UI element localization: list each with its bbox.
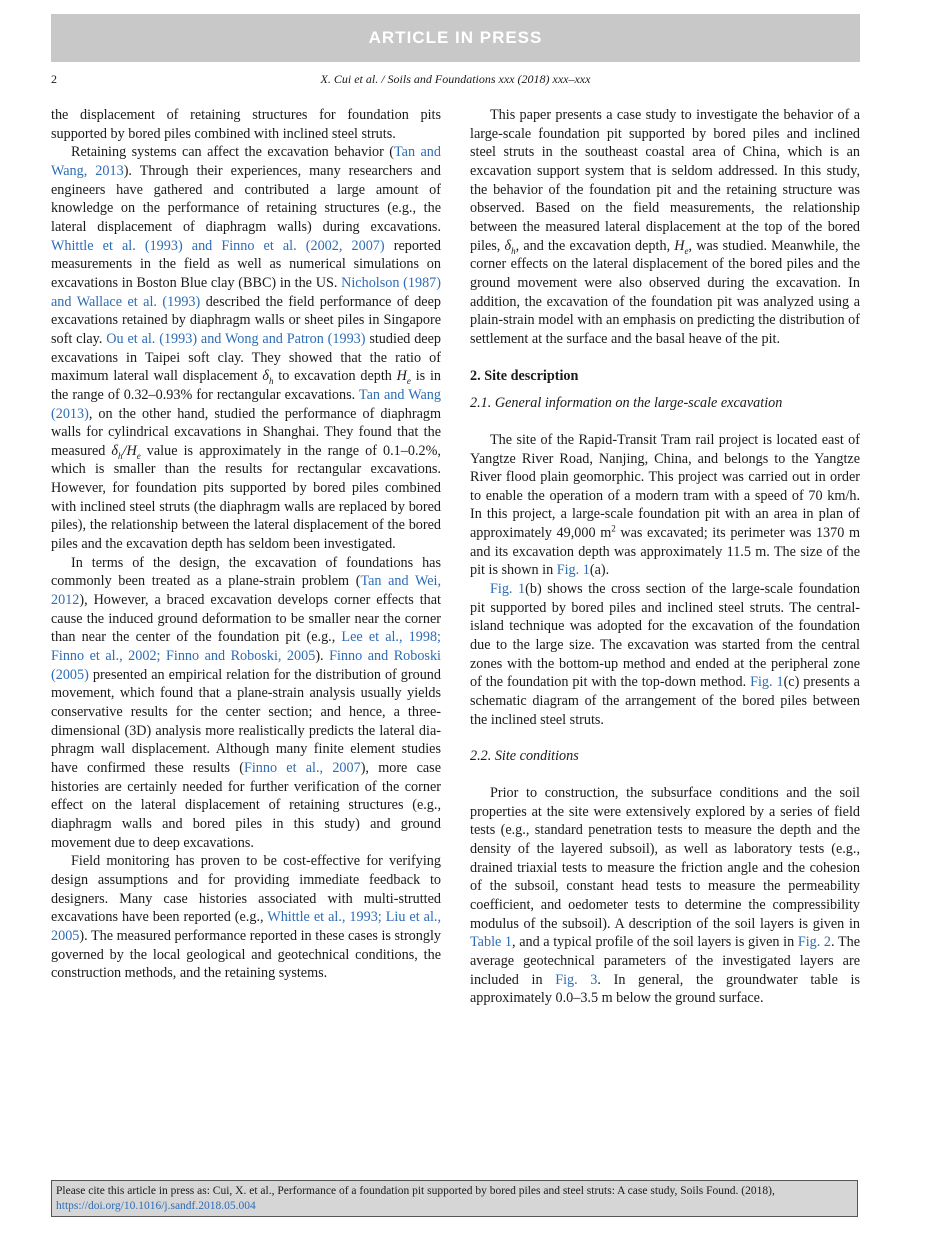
text: was excavated; its perimeter was 1370 m and its excavation depth was approximately 11.5 m. The size of the pit is shown in [470,525,860,579]
reference-link[interactable]: Lee et al., 1998; Finno et al., 2002; Finno and Roboski, 2005 [51,629,441,665]
reference-link[interactable]: Finno and Roboski (2005) [51,648,441,683]
text: Retaining systems can affect the excavation behavior ( [71,144,394,161]
text: studied deep excavations in Taipei soft clay. They showed that the ratio of maximum lateral wall displacement [51,330,441,385]
text: to excavation depth [273,368,397,385]
doi-link[interactable]: https://doi.org/10.1016/j.sandf.2018.05.004 [56,1200,256,1212]
reference-link[interactable]: Ou et al. (1993) and Wong and Patron (1993) [106,330,366,347]
symbol-ratio: $\delta_h/H_e$ [111,442,141,461]
text: the displacement of retaining structures for foundation pits supported by bored piles combined with inclined steel struts. [51,107,441,142]
text: , was studied. Meanwhile, the corner effects on the lateral displacement of the bored piles and the ground movement were also observed during the excavation. In addition, the excavation of the foundation pit was analyzed using a plain-strain model with an emphasis on predicting the distribution of settlement at the surface and the basal heave of the pit. [470,237,860,347]
paragraph [51,554,441,853]
symbol-he: $H_e$ [396,368,411,387]
reference-link[interactable]: Tan and Wang (2013) [51,386,441,422]
left-column [51,106,441,983]
reference-link[interactable]: Whittle et al. (1993) and Finno et al. (2002, 2007) [51,237,385,254]
subsection-heading: 2.1. General information on the large-scale excavation [470,395,783,412]
reference-link[interactable]: Tan and Wei, 2012 [51,573,441,609]
table-link[interactable]: Table 1 [470,934,513,951]
text: ). [315,648,330,665]
symbol-delta-h: $\delta_h$ [262,368,274,387]
paragraph [470,106,860,349]
figure-link[interactable]: Fig. 2 [797,934,832,951]
symbol-delta-h: $\delta_h$ [504,237,516,256]
text: presented an empirical relation for the distribution of ground movement, which found that a plane-strain analysis usually yields conservative results for the center section; and hence, a three-dimensional (3D) analysis more realistically predicts the lateral diaphragm wall displacement. Although many finite element studies have confirmed these results ( [51,666,441,776]
symbol-he: $H_e$ [674,237,689,256]
figure-link[interactable]: Fig. 1 [750,674,784,691]
text: (b) shows the cross section of the large-scale foundation pit supported by bored piles and inclined steel struts. The central-island technique was adopted for the excavation of the foundation due to the large size. The excavation was started from the central zones with the bottom-up method and ended at the peripheral zone of the foundation pit with the top-down method. [470,581,860,691]
figure-link[interactable]: Fig. 3 [555,971,598,988]
text: ), However, a braced excavation develops corner effects that cause the induced ground deformation to be smaller near the corner than near the center of the foundation pit (e.g., [51,592,441,646]
text: ). Through their experiences, many researchers and engineers have gathered and contributed a large amount of knowledge on the performance of retaining structures (e.g., the lateral displacement of diaphragm walls) during excavations. [51,162,441,235]
text: , and a typical profile of the soil layers is given in [512,934,798,951]
paragraph [470,431,860,580]
figure-link[interactable]: Fig. 1 [556,562,590,579]
reference-link[interactable]: Whittle et al., 1993; Liu et al., 2005 [51,909,441,944]
text: The site of the Rapid-Transit Tram rail project is located east of Yangtze River Road, Nanjing, China, and belongs to the Yangtze River flood plain geomorphic. This project was carried out in order to enable the operation of a modern tram with a speed of 70 km/h. In this project, a large-scale foundation pit with an area in plan of approximately 49,000 m [470,431,860,542]
text: ), more case histories are certainly needed for further verification of the corner effect on the lateral displacement of retaining structures (e.g., diaphragm walls and bored piles in this study) and ground movement due to deep excavations. [51,759,441,851]
subsection-heading: 2.2. Site conditions [470,748,579,765]
text: . In general, the groundwater table is approximately 0.0–3.5 m below the ground surface. [470,971,860,1007]
reference-link[interactable]: Nicholson (1987) and Wallace et al. (1993) [51,274,441,310]
article-in-press-banner: ARTICLE IN PRESS [51,14,860,62]
paragraph [470,784,860,1008]
text: . The average geotechnical parameters of the investigated layers are included in [470,934,861,988]
text: , on the other hand, studied the performance of diaphragm walls for cylindrical excavations in Shanghai. They found that the measured [51,405,441,459]
text: reported measurements in the field as well as numerical simulations on excavations in Boston Blue clay (BBC) in the US. [51,237,441,291]
paragraph [51,852,441,983]
text: In terms of the design, the excavation of foundations has commonly been treated as a plane-strain problem ( [51,554,441,590]
section-heading: 2. Site description [470,367,579,384]
footer-text: Please cite this article in press as: Cui, X. et al., Performance of a foundation pit supported by bored piles and steel struts: A case study, Soils Found. (2018), [56,1185,775,1197]
page-number: 2 [51,72,57,86]
text: , and the excavation depth, [515,237,675,254]
right-column [470,106,860,1008]
paragraph [51,143,441,553]
text: value is approximately in the range of 0.1–0.2%, which is smaller than the results for rectangular excavations. However, for foundation pits supported by bored piles combined with inclined steel struts (the diaphragm walls are replaced by bored piles), the relationship between the lateral displacement of the bored piles and the excavation depth has seldom been investigated. [51,442,441,553]
text: Field monitoring has proven to be cost-effective for verifying design assumptions and for providing immediate feedback to designers. Many case histories associated with multi-strutted excavations have been reported (e.g., [51,853,441,926]
text: (a). [589,562,610,579]
paragraph [51,106,441,143]
citation-footer [51,1180,858,1217]
figure-link[interactable]: Fig. 1 [490,581,526,598]
running-head [51,72,860,88]
text: (c) presents a schematic diagram of the arrangement of the bored piles between the inclined steel struts. [470,674,860,728]
paragraph [470,580,860,729]
journal-citation: X. Cui et al. / Soils and Foundations xxx (2018) xxx–xxx [320,72,591,86]
reference-link[interactable]: Tan and Wang, 2013 [51,144,441,179]
superscript: 2 [611,523,616,534]
text: ). The measured performance reported in these cases is strongly governed by the local geological and geotechnical conditions, the construction methods, and the retaining systems. [51,927,441,982]
reference-link[interactable]: Finno et al., 2007 [243,759,361,776]
text: This paper presents a case study to investigate the behavior of a large-scale foundation pit supported by bored piles and inclined steel struts in the southeast coastal area of China, which is an excavation support system that is seldom addressed. In this study, the behavior of the foundation pit and the retaining structure was observed. Based on the field measurements, the relationship between the measured lateral displacement at the top of the bored piles, [470,107,860,254]
text: described the field performance of deep excavations retained by diaphragm walls or sheet piles in Singapore soft clay. [51,293,441,347]
text: is in the range of 0.32–0.93% for rectangular excavations. [51,368,441,403]
text: Prior to construction, the subsurface conditions and the soil properties at the site were extensively explored by a series of field tests (e.g., standard penetration tests to measure the depth and the density of the layered subsoil), as well as laboratory tests (e.g., drained triaxial tests to measure the friction angle and the cohesion of the subsoil, constant head tests to measure the permeability coefficient, and oedometer tests to determine the compressibility modulus of the subsoil). A description of the soil layers is given in [470,785,860,932]
